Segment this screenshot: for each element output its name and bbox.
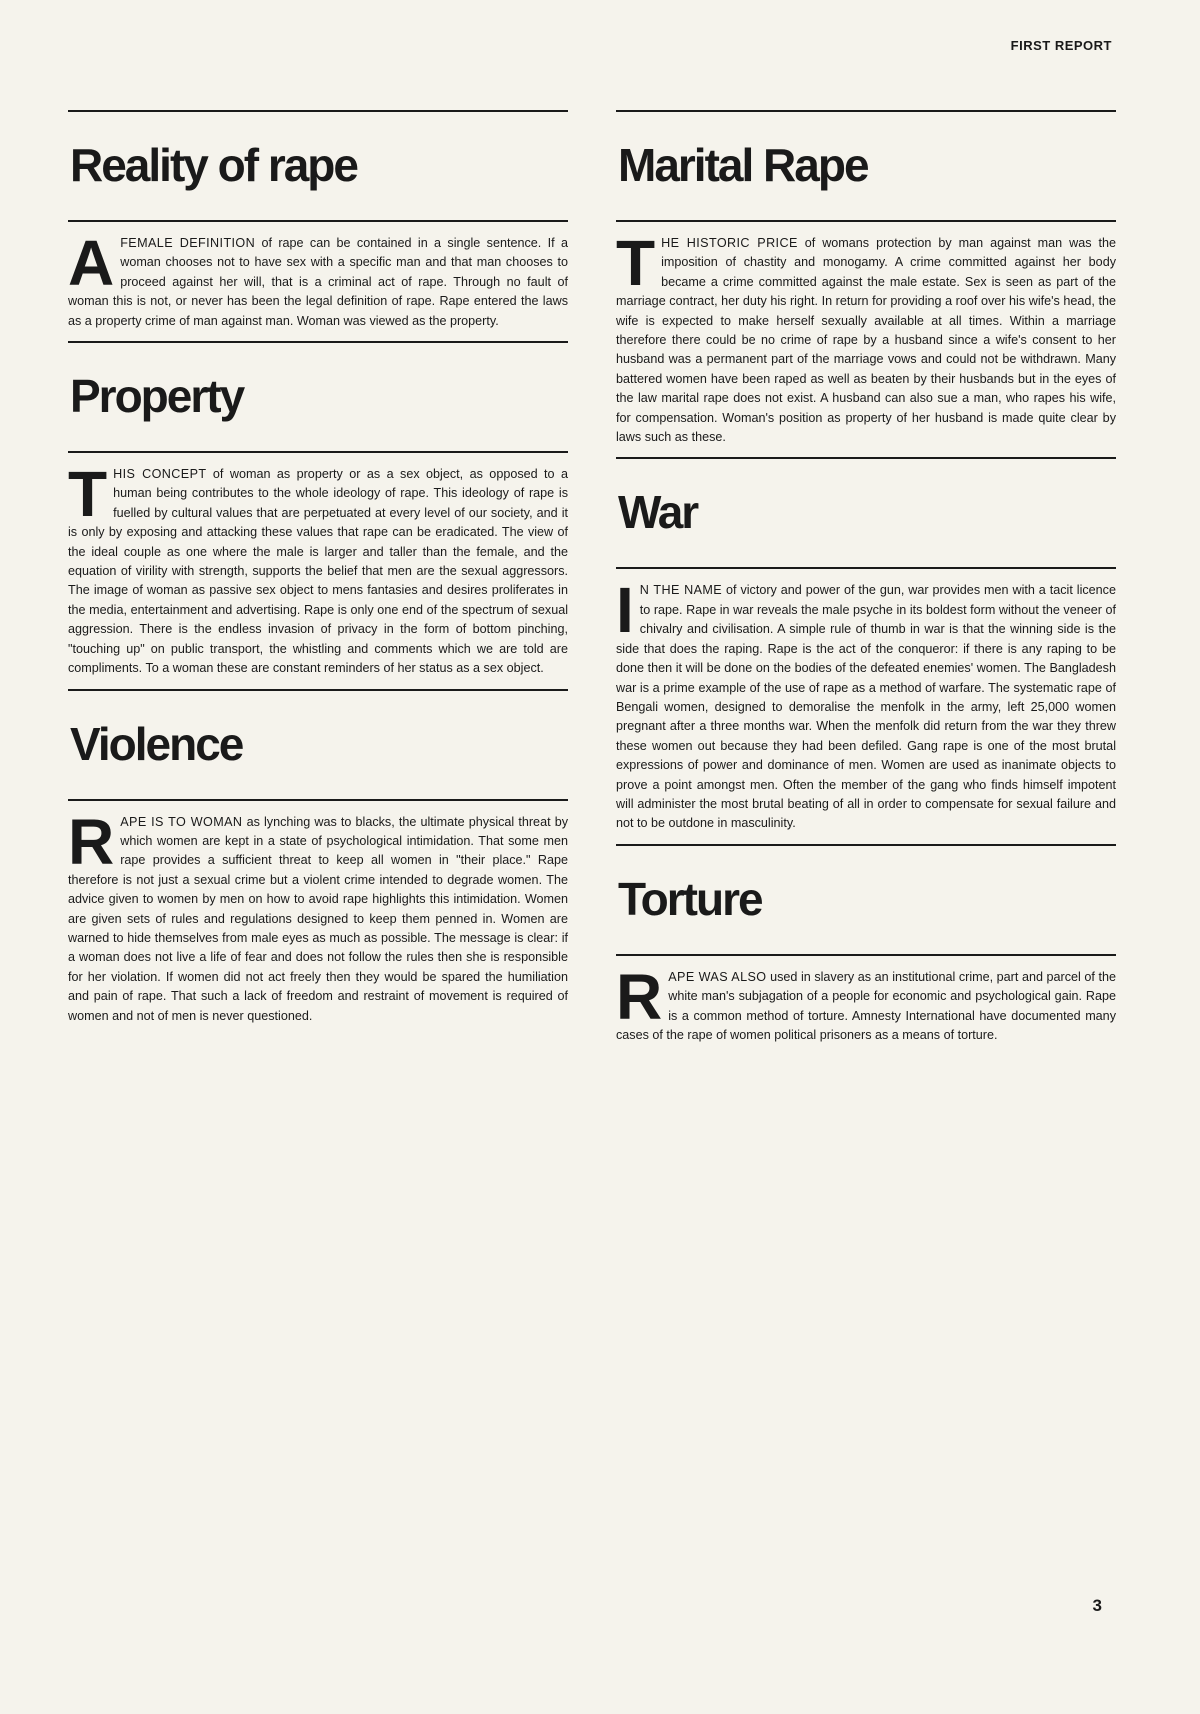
section-rule [616, 567, 1116, 569]
section-heading: Violence [70, 717, 243, 770]
drop-cap: T [68, 458, 106, 531]
lead-in: N THE NAME [639, 583, 723, 598]
section-body [68, 227, 568, 341]
drop-cap: T [616, 227, 654, 299]
running-head: FIRST REPORT [1010, 38, 1112, 53]
section-violence [68, 689, 568, 1036]
section-rule [68, 220, 568, 222]
body-text: as lynching was to blacks, the ultimate physical threat by which women are kept in a state of psychological intimidation. That some men rape provides a sufficient threat to keep all women in "their place." Rape therefore is not just a sexual crime but a violent crime intended to degrade women. The advice given to women by men on how to avoid rape highlights this intimidation. Women are given sets of rules and regulations designed to keep them penned in. Women are warned to hide themselves from male eyes as much as possible. The message is clear: if a woman does not live a life of fear and does not follow the rules then she is responsible for her violation. If women did not act freely then they would be spared the humiliation and pain of rape. That such a lack of freedom and restraint of movement is required of women and not of men is never questioned. [68, 814, 569, 1023]
drop-cap: I [616, 574, 632, 647]
section-war [616, 457, 1116, 843]
drop-cap: R [616, 960, 661, 1033]
section-heading: Torture [618, 872, 762, 925]
lead-in: HIS CONCEPT [113, 467, 207, 482]
page-number: 3 [1092, 1596, 1102, 1615]
section-property [68, 341, 568, 688]
body-text: of womans protection by man against man was the imposition of chastity and monogamy. A crime committed against her body became a crime committed against the male estate. Sex is seen as part of the marriage contract, her duty his right. In return for providing a roof over his wife's head, the wife is expected to make herself sexually available at all times. Within a marriage therefore there could be no crime of rape by a husband since a wife's consent to her husband was a permanent part of the marriage vows and could not be withdrawn. Many battered women have been raped as well as beaten by their husbands but in the eyes of the law marital rape does not exist. A husband can also sue a man, who rapes his wife, for compensation. Woman's position as property of her husband is made quite clear by laws such as these. [616, 236, 1116, 445]
body-text: used in slavery as an institutional crime, part and parcel of the white man's subjagation of a people for economic and psychological gain. Rape is a common method of torture. Amnesty International have documented many cases of the rape of women political prisoners as a means of torture. [616, 969, 1116, 1042]
body-text: of victory and power of the gun, war provides men with a tacit licence to rape. Rape in war reveals the male psyche in its boldest form without the veneer of chivalry and civilisation. A simple rule of thumb in war is that the winning side is the side that does the raping. Rape is the act of the conqueror: if there is any raping to be done then it will be done on the bodies of the defeated enemies' women. The Bangladesh war is a prime example of the use of rape as a method of warfare. The systematic rape of Bengali women, designed to demoralise the menfolk in the army, left 25,000 women pregnant after a three months war. When the menfolk did return from the war they threw these women out because they had been defiled. Gang rape is one of the most brutal expressions of power and dominance of men. Women are used as inanimate objects to prove a point amongst men. Often the member of the gang who finds himself impotent will administer the most brutal beating of all in order to compensate for sexual failure and not to be outdone in masculinity. [616, 583, 1116, 831]
lead-in: HE HISTORIC PRICE [661, 236, 798, 250]
section-rule [68, 451, 568, 453]
section-heading: Marital Rape [618, 139, 868, 191]
section-reality-of-rape [68, 110, 568, 341]
section-marital-rape [616, 110, 1116, 457]
right-column [616, 110, 1116, 1055]
section-body [68, 458, 568, 688]
section-rule [616, 954, 1116, 956]
section-body [68, 805, 569, 1036]
body-text: of woman as property or as a sex object, as opposed to a human being contributes to the whole ideology of rape. This ideology of rape is fuelled by cultural values that are perpetuated at every level of our society, and it is only by exposing and attacking these values that rape can be eradicated. The view of the ideal couple as one where the male is larger and taller than the female, and the equation of virility with strength, supports the belief that men are the sexual aggressors. The image of woman as passive sex object to mens fantasies and desires proliferates in the media, entertainment and advertising. Rape is only one end of the spectrum of sexual aggression. There is the endless invasion of privacy in the form of bottom pinching, "touching up" on public transport, the whistling and comments which we are told are compliments. To a woman these are constant reminders of her status as a sex object. [68, 467, 568, 676]
drop-cap: R [68, 805, 113, 878]
section-rule [616, 220, 1116, 222]
left-column [68, 110, 568, 1036]
drop-cap: A [68, 227, 113, 299]
section-body [616, 960, 1116, 1056]
body-text: of rape can be contained in a single sentence. If a woman chooses not to have sex with a specific man and that man chooses to proceed against her will, that is a criminal act of rape. Through no fault of woman this is not, or never has been the legal definition of rape. Rape entered the laws as a property crime of man against man. Woman was viewed as the property. [68, 236, 568, 328]
lead-in: APE WAS ALSO [668, 969, 767, 984]
lead-in: FEMALE DEFINITION [120, 236, 256, 250]
section-heading: Reality of rape [70, 139, 357, 191]
section-rule [68, 799, 568, 801]
section-heading: Property [70, 370, 244, 423]
section-heading: War [618, 486, 698, 539]
section-body [616, 574, 1116, 843]
section-body [616, 227, 1116, 457]
lead-in: APE IS TO WOMAN [120, 814, 243, 829]
section-torture [616, 844, 1116, 1056]
